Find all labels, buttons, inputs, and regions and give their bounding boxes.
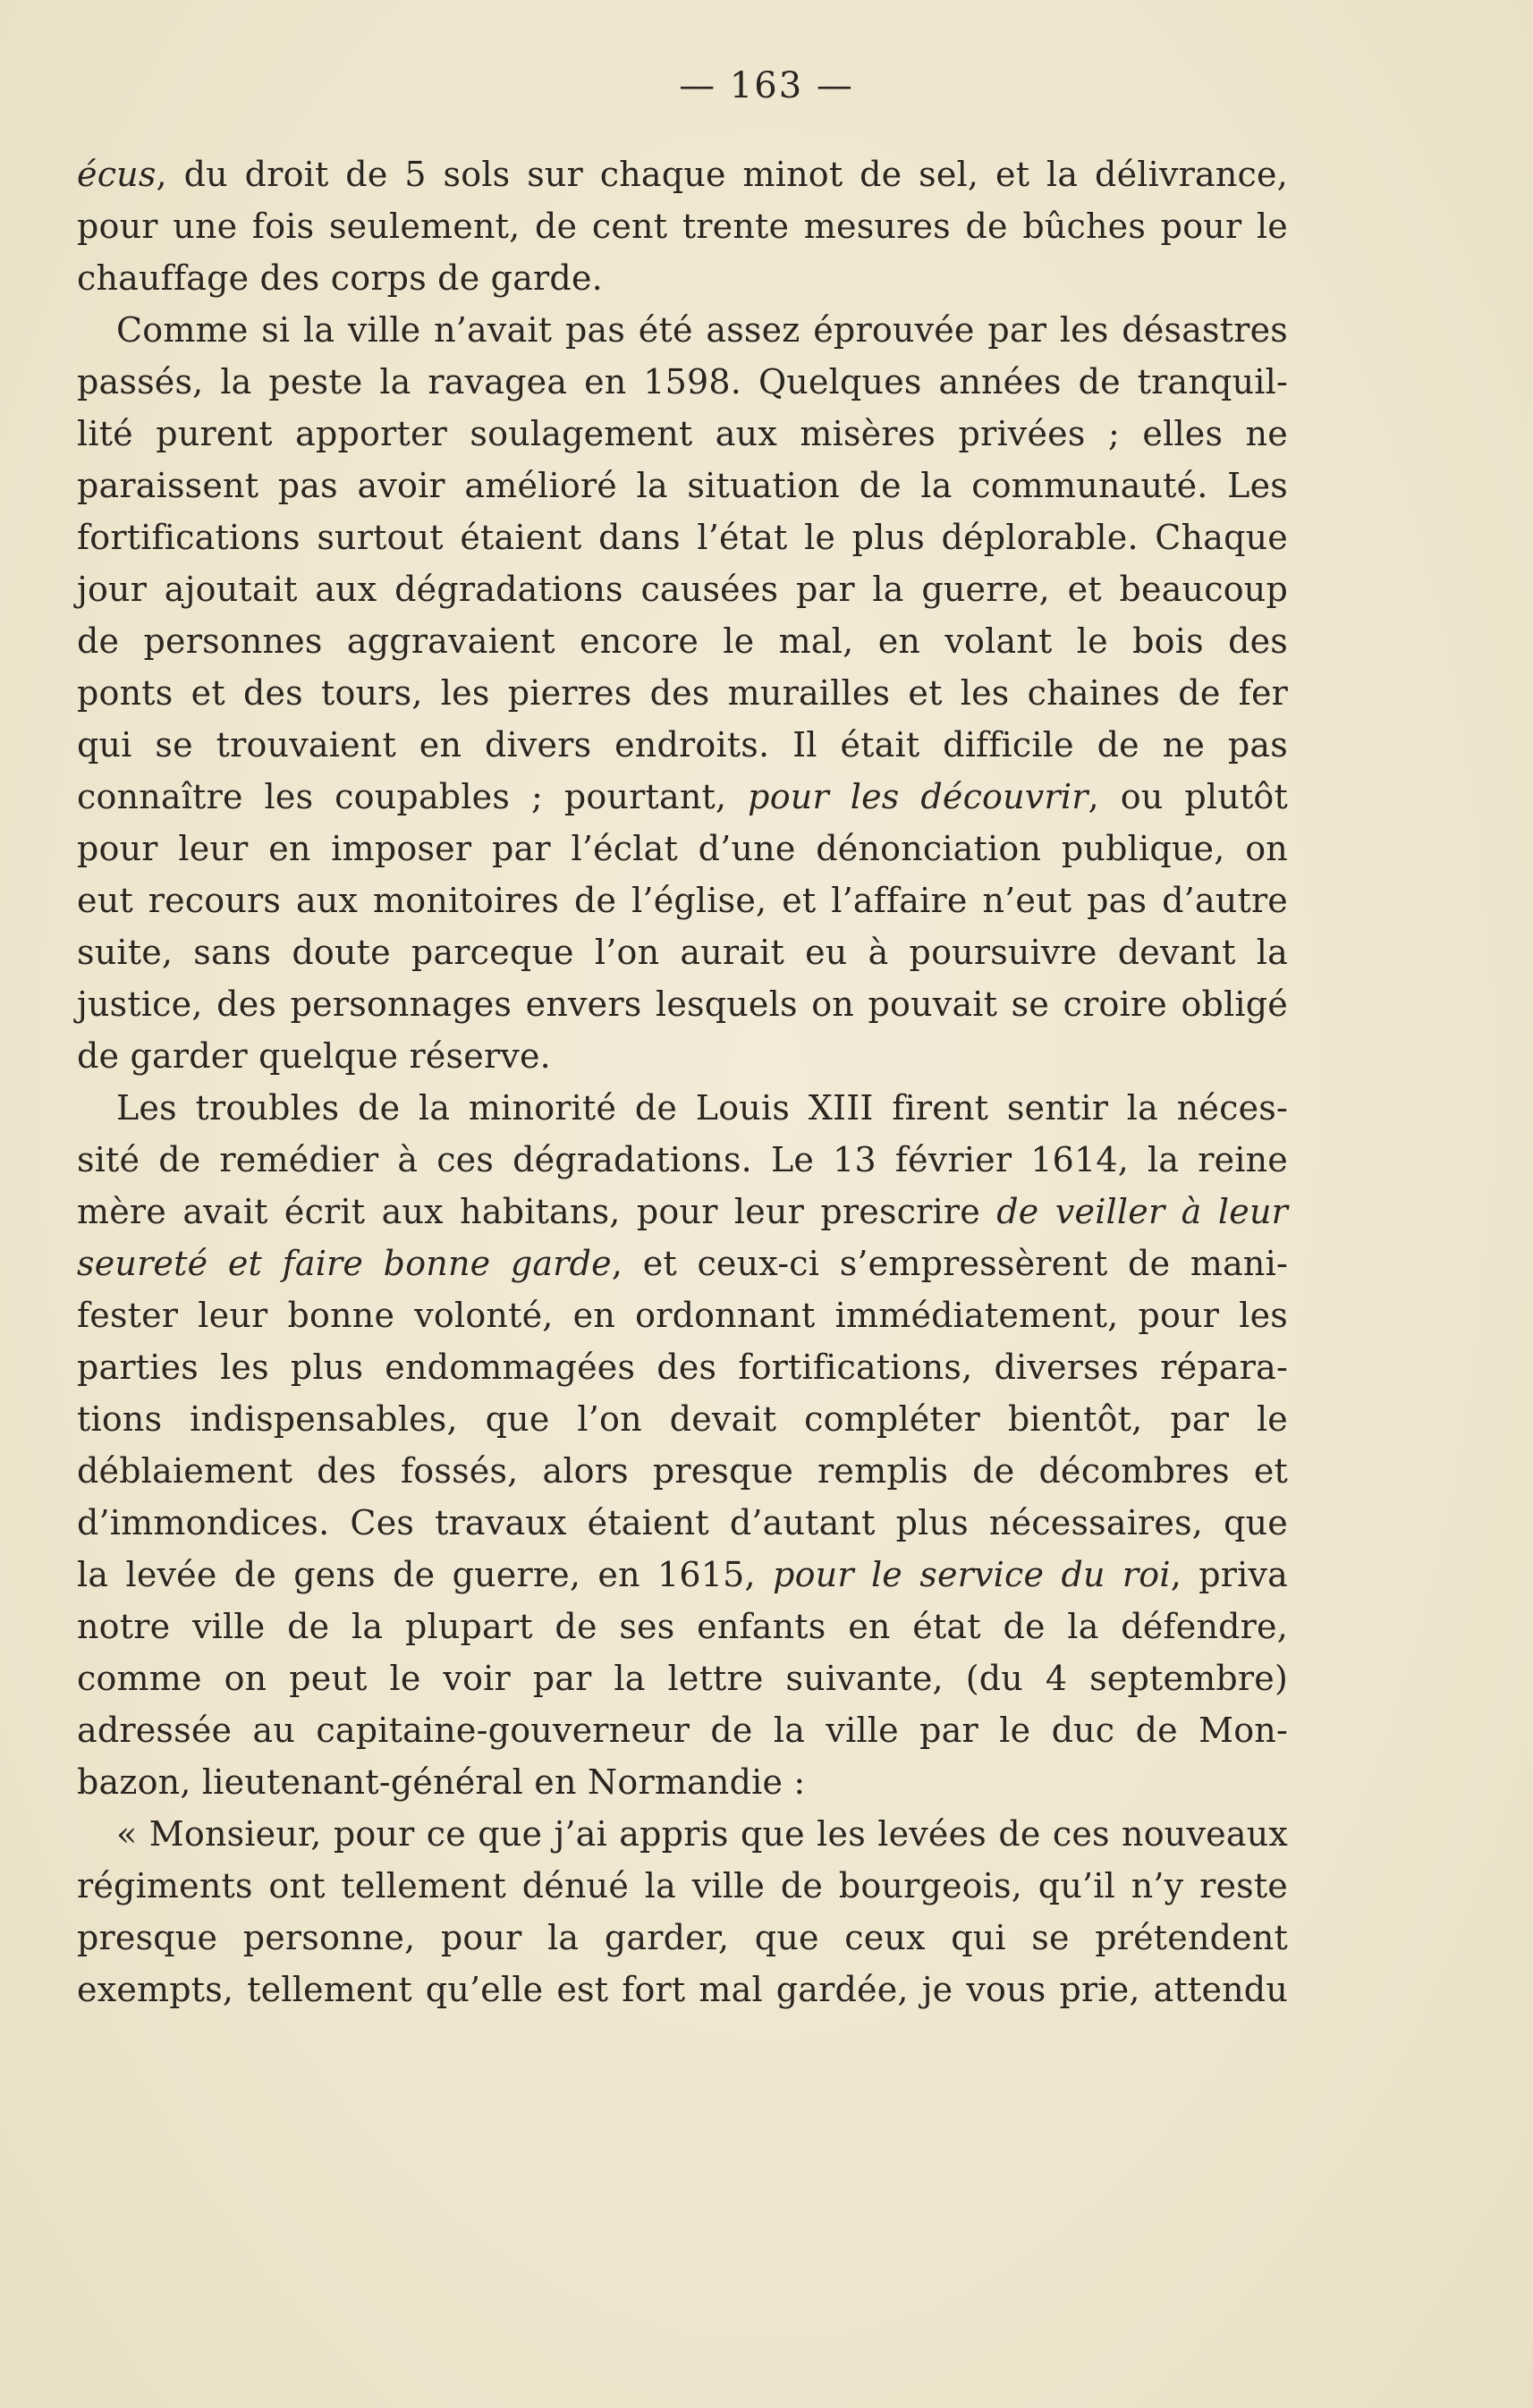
page-number: — 163 — (679, 65, 854, 106)
text-line (77, 1549, 1288, 1601)
text-line (77, 1445, 1288, 1497)
text-segment: tions indispensables, que l’on devait compléter bientôt, par le (77, 1399, 1288, 1439)
text-segment: d’immondices. Ces travaux étaient d’autant plus nécessaires, que (77, 1503, 1288, 1542)
text-segment: ponts et des tours, les pierres des murailles et les chaines de fer (77, 673, 1288, 713)
text-segment: , du droit de 5 sols sur chaque minot de sel, et la délivrance, (156, 155, 1288, 194)
text-segment: , et ceux-ci s’empressèrent de mani- (611, 1244, 1288, 1283)
text-line (77, 252, 1288, 304)
text-line (77, 304, 1288, 356)
text-line (77, 1497, 1288, 1549)
text-segment: la levée de gens de guerre, en 1615, (77, 1555, 774, 1594)
text-line (77, 1601, 1288, 1652)
text-line (77, 1030, 1288, 1082)
text-line (77, 771, 1288, 823)
text-segment: justice, des personnages envers lesquels on pouvait se croire obligé (77, 984, 1288, 1024)
text-line (77, 1860, 1288, 1912)
text-line (77, 667, 1288, 719)
text-line (77, 200, 1288, 252)
text-line (77, 1756, 1288, 1808)
text-line (77, 719, 1288, 771)
text-segment: pour une fois seulement, de cent trente mesures de bûches pour le (77, 207, 1288, 246)
text-segment: presque personne, pour la garder, que ceux qui se prétendent (77, 1918, 1288, 1957)
text-segment: sité de remédier à ces dégradations. Le 13 février 1614, la reine (77, 1140, 1288, 1179)
text-line (77, 978, 1288, 1030)
text-segment: fester leur bonne volonté, en ordonnant immédiatement, pour les (77, 1296, 1288, 1335)
text-line (77, 1238, 1288, 1289)
text-segment: , ou plutôt (1088, 777, 1288, 816)
text-segment: paraissent pas avoir amélioré la situation de la communauté. Les (77, 466, 1288, 505)
text-segment: chauffage des corps de garde. (77, 258, 603, 298)
text-line (77, 460, 1288, 511)
text-segment: parties les plus endommagées des fortifications, diverses répara- (77, 1348, 1288, 1387)
text-segment: fortifications surtout étaient dans l’état le plus déplorable. Chaque (77, 518, 1288, 557)
text-segment: de garder quelque réserve. (77, 1036, 551, 1076)
text-line (77, 408, 1288, 460)
text-line (77, 1704, 1288, 1756)
body-text (77, 148, 1288, 2015)
text-segment: adressée au capitaine-gouverneur de la ville par le duc de Mon- (77, 1711, 1288, 1750)
text-segment: pour leur en imposer par l’éclat d’une dénonciation publique, on (77, 829, 1288, 868)
text-line (77, 1082, 1288, 1134)
text-line (77, 1964, 1288, 2015)
text-segment: mère avait écrit aux habitans, pour leur prescrire (77, 1192, 997, 1231)
text-segment: lité purent apporter soulagement aux misères privées ; elles ne (77, 414, 1288, 453)
text-segment: passés, la peste la ravagea en 1598. Quelques années de tranquil- (77, 362, 1288, 401)
italic-text-segment: écus (77, 155, 157, 194)
text-line (77, 1134, 1288, 1186)
text-line (77, 1341, 1288, 1393)
text-segment: Les troubles de la minorité de Louis XIII firent sentir la néces- (116, 1088, 1288, 1128)
text-line (77, 148, 1288, 200)
text-line (77, 1808, 1288, 1860)
text-segment: connaître les coupables ; pourtant, (77, 777, 749, 816)
text-segment: qui se trouvaient en divers endroits. Il était difficile de ne pas (77, 725, 1288, 765)
text-line (77, 1912, 1288, 1964)
text-line (77, 1393, 1288, 1445)
text-segment: déblaiement des fossés, alors presque remplis de décombres et (77, 1451, 1288, 1491)
text-line (77, 1186, 1288, 1238)
italic-text-segment: pour les découvrir (748, 777, 1088, 816)
text-segment: « Monsieur, pour ce que j’ai appris que les levées de ces nouveaux (116, 1814, 1288, 1854)
text-line (77, 1289, 1288, 1341)
text-segment: comme on peut le voir par la lettre suivante, (du 4 septembre) (77, 1659, 1288, 1698)
text-segment: suite, sans doute parceque l’on aurait eu à poursuivre devant la (77, 933, 1288, 972)
text-segment: exempts, tellement qu’elle est fort mal gardée, je vous prie, attendu (77, 1970, 1288, 2009)
text-line (77, 563, 1288, 615)
text-line (77, 823, 1288, 874)
text-segment: bazon, lieutenant-général en Normandie : (77, 1762, 806, 1802)
text-segment: Comme si la ville n’avait pas été assez éprouvée par les désastres (116, 310, 1288, 350)
text-segment: jour ajoutait aux dégradations causées par la guerre, et beaucoup (77, 570, 1288, 609)
text-line (77, 874, 1288, 926)
text-segment: , priva (1170, 1555, 1289, 1594)
italic-text-segment: seureté et faire bonne garde (77, 1244, 612, 1283)
text-segment: notre ville de la plupart de ses enfants en état de la défendre, (77, 1607, 1288, 1646)
text-line (77, 356, 1288, 408)
text-line (77, 926, 1288, 978)
text-segment: eut recours aux monitoires de l’église, et l’affaire n’eut pas d’autre (77, 881, 1288, 920)
text-line (77, 615, 1288, 667)
text-line (77, 1652, 1288, 1704)
text-segment: de personnes aggravaient encore le mal, en volant le bois des (77, 621, 1288, 661)
text-segment: régiments ont tellement dénué la ville de bourgeois, qu’il n’y reste (77, 1866, 1288, 1905)
italic-text-segment: pour le service du roi (773, 1555, 1171, 1594)
text-line (77, 511, 1288, 563)
italic-text-segment: de veiller à leur (996, 1192, 1288, 1231)
